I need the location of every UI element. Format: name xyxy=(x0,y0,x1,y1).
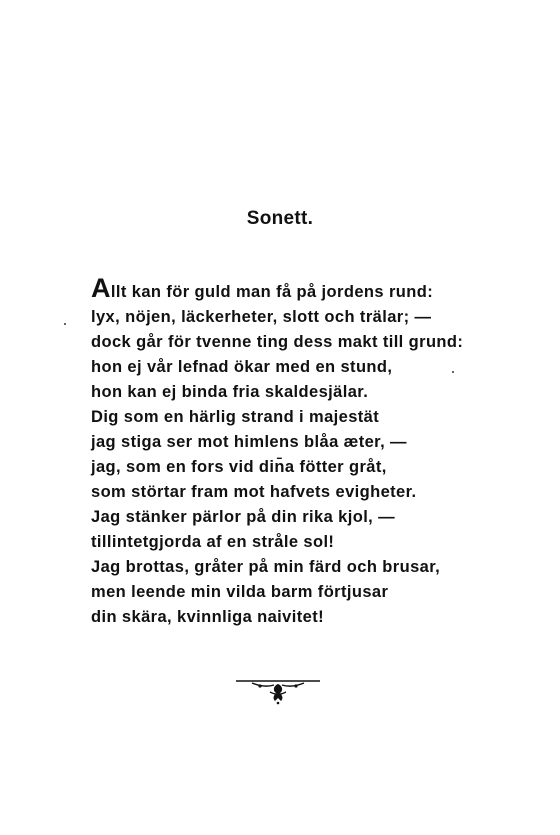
poem-line: jag stiga ser mot himlens blåa æter, — xyxy=(91,433,407,451)
drop-cap: A xyxy=(91,273,111,303)
poem-line: hon ej vår lefnad ökar med en stund, xyxy=(91,358,393,376)
poem-line: jag, som en fors vid din̄a fötter gråt, xyxy=(91,458,387,476)
poem-line-1-text: llt kan för guld man få på jordens rund: xyxy=(110,283,434,301)
poem-line: din skära, kvinnliga naivitet! xyxy=(91,608,324,626)
poem-title: Sonett. xyxy=(246,208,314,229)
poem-line: som störtar fram mot hafvets evigheter. xyxy=(91,483,417,501)
poem-line: tillintetgjorda af en stråle sol! xyxy=(91,533,335,551)
poem-line: Dig som en härlig strand i majestät xyxy=(91,408,380,426)
poem-line: men leende min vilda barm förtjusar xyxy=(91,583,389,601)
print-speck xyxy=(452,371,454,373)
poem-line-1 xyxy=(91,273,481,305)
poem-line: Jag brottas, gråter på min färd och brusar, xyxy=(91,558,441,576)
poem-body xyxy=(91,273,481,630)
print-speck xyxy=(64,323,66,325)
poem-line: dock går för tvenne ting dess makt till grund: xyxy=(91,333,464,351)
poem-line: lyx, nöjen, läckerheter, slott och trälar; — xyxy=(91,308,432,326)
poem-line: Jag stänker pärlor på din rika kjol, — xyxy=(91,508,396,526)
poem-line: hon kan ej binda fria skaldesjälar. xyxy=(91,383,369,401)
fleuron-ornament-icon xyxy=(234,676,322,706)
